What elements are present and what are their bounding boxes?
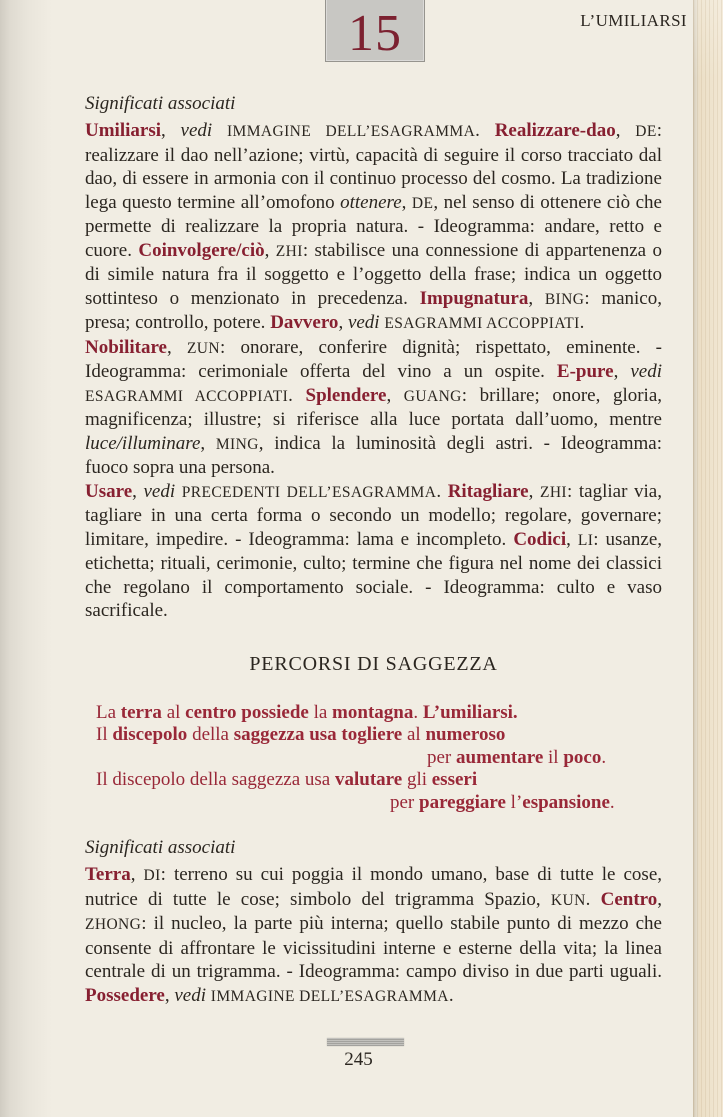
chapter-number-box (325, 0, 425, 62)
verse-line-2: Il discepolo della saggezza usa togliere al numeroso (96, 724, 506, 745)
paragraph-nobilitare-splendere: Nobilitare, ZUN: onorare, conferire dignità; rispettato, eminente. - Ideogramma: cerimoniale offerta del vino a un ospite. E-pure, vedi ESAGRAMMI ACCOPPIATI. Splendere, GUANG: brillare; onore, gloria, magnificenza; illustre; si riferisce alla luce portata dall’uomo, mentre luce/illuminare, MING, indica la luminosità degli astri. - Ideogramma: fuoco sopra una persona. (85, 336, 663, 478)
page-number: 245 (344, 1049, 373, 1070)
page-content (85, 92, 662, 1008)
chapter-number: 15 (348, 5, 402, 62)
section-label-significati-associati-2: Significati associati (85, 837, 236, 858)
verse-line-4: Il discepolo della saggezza usa valutare gli esseri (96, 769, 478, 790)
footer-ornament-bar (327, 1038, 404, 1046)
running-title: L’UMILIARSI (580, 11, 687, 30)
paragraph-umiliarsi-realizzare-dao: Umiliarsi, vedi IMMAGINE DELL’ESAGRAMMA. Realizzare-dao, DE: realizzare il dao nell’azione; virtù, capacità di seguire il corso tracciato dal dao, di essere in armonia con il continuo processo del cosmo. La tradizione lega questo termine all’omofono ottenere, DE, nel senso di ottenere ciò che permette di realizzare la propria natura. - Ideogramma: andare, retto e cuore. Coinvolgere/ciò, ZHI: stabilisce una connessione di appartenenza o di simile natura fra il soggetto e l’oggetto della frase; indica un oggetto sottinteso o menzionato in precedenza. Impugnatura, BING: manico, presa; controllo, potere. Davvero, vedi ESAGRAMMI ACCOPPIATI. (85, 120, 662, 333)
section-label-significati-associati-1: Significati associati (85, 93, 236, 114)
paragraph-usare-ritagliare-codici: Usare, vedi PRECEDENTI DELL’ESAGRAMMA. Ritagliare, ZHI: tagliar via, tagliare in una certa forma o secondo un modello; regolare, governare; limitare, impedire. - Ideogramma: lama e incompleto. Codici, LI: usanze, etichetta; rituali, cerimonie, culto; termine che figura nel nome dei classici che regolano il comportamento sociale. - Ideogramma: culto e vaso sacrificale. (85, 480, 662, 621)
page-gutter-shadow (0, 0, 52, 1117)
section-heading-percorsi-di-saggezza: PERCORSI DI SAGGEZZA (249, 652, 498, 675)
verse-line-1: La terra al centro possiede la montagna. L’umiliarsi. (96, 701, 518, 723)
wisdom-verse (85, 702, 662, 815)
verse-line-3: per aumentare il poco. (427, 746, 607, 768)
verse-line-5: per pareggiare l’espansione. (390, 791, 615, 813)
page-edge-strip (693, 0, 723, 1117)
paragraph-terra-centro-possedere: Terra, DI: terreno su cui poggia il mondo umano, base di tutte le cose, nutrice di tutte le cose; simbolo del trigramma Spazio, KUN. Centro, ZHONG: il nucleo, la parte più interna; quello stabile punto di mezzo che consente di affrontare le vicissitudini interne e esterne della vita; la linea centrale di un trigramma. - Ideogramma: campo diviso in due parti uguali. Possedere, vedi IMMAGINE DELL’ESAGRAMMA. (85, 864, 663, 1006)
